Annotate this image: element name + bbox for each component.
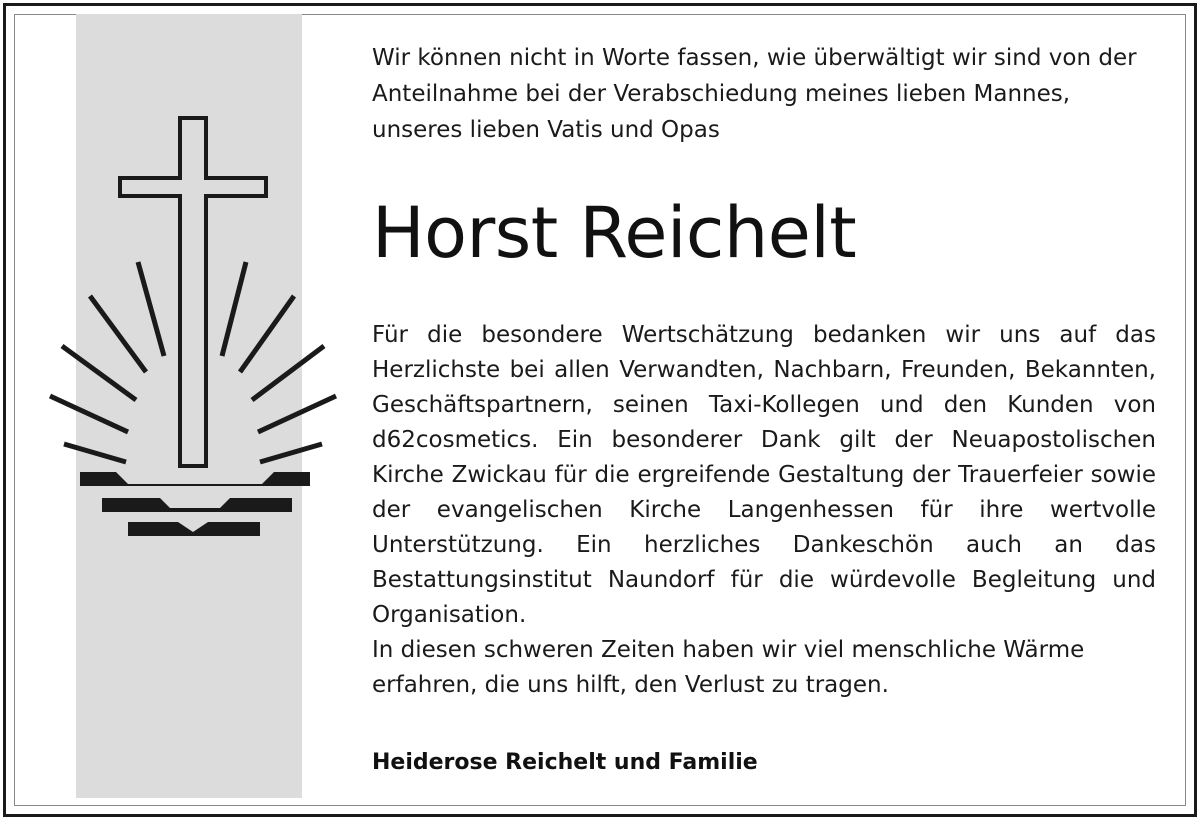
new-apostolic-cross-emblem-icon [40,110,340,550]
main-text-column [372,40,1156,703]
closing-paragraph: In diesen schweren Zeiten haben wir viel menschliche Wärme erfahren, die uns hilft, den Verlust zu tragen. [372,637,1085,698]
deceased-name: Horst Reichelt [372,192,857,274]
signature: Heiderose Reichelt und Familie [372,750,758,775]
thanks-paragraph: Für die besondere Wertschätzung bedanken wir uns auf das Herzlichste bei allen Verwandten, Nachbarn, Freunden, Bekannten, Geschäftspartnern, seinen Taxi-Kollegen und den Kunden von d62cosmetics. Ein besonderer Dank gilt der Neuapostolischen Kirche Zwickau für die ergreifende Gestaltung der Trauerfeier sowie der evangelischen Kirche Langenhessen für ihre wertvolle Unterstützung. Ein herzliches Dankeschön auch an das Bestattungsinstitut Naundorf für die würdevolle Begleitung und Organisation. [372,322,1156,628]
intro-text: Wir können nicht in Worte fassen, wie überwältigt wir sind von der Anteilnahme bei der Verabschiedung meines lieben Mannes, unseres lieben Vatis und Opas [372,45,1137,143]
